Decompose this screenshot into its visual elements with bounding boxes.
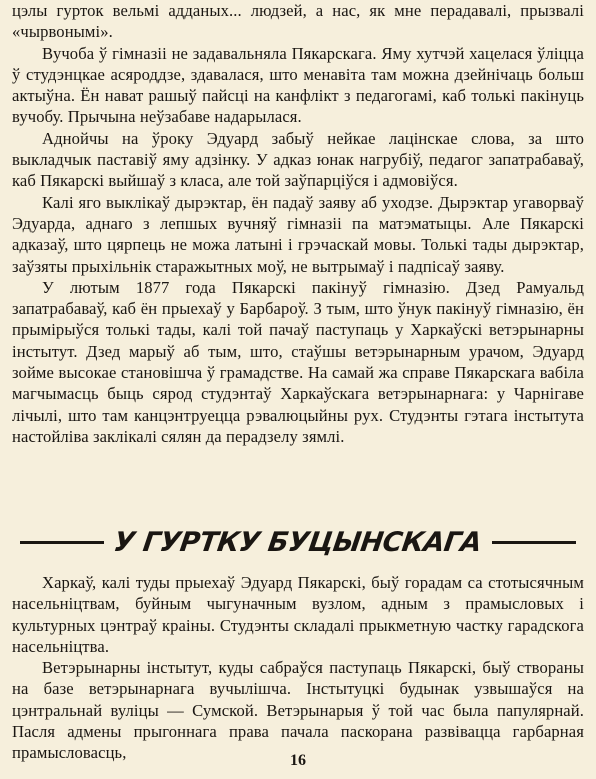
paragraph: цэлы гурток вельмі адданых... людзей, а нас, як мне перадавалі, прызвалі «чырвонымі». [12,1,584,42]
section-heading-row [20,524,576,560]
section-heading: У ГУРТКУ БУЦЫНСКАГА [112,526,484,558]
heading-rule-left [20,541,104,544]
paragraph: Ветэрынарны інстытут, куды сабраўся паступаць Пякарскі, быў створаны на базе ветэрынарнага вучылішча. Інстытуцкі будынак узвышаўся на цэнтральнай вуліцы — Сумской. Ветэрынарыя ў той час была папулярнай. Пасля адмены прыгоннага права пачала паскорана развівацца гарбарная прамысловасць, [12,658,584,763]
paragraph: Вучоба ў гімназіі не задавальняла Пякарскага. Яму хутчэй хацелася ўліцца ў студэнцкае асяроддзе, здавалася, што менавіта там можна дзейнічаць больш актыўна. Ён нават рашыў пайсці на канфлікт з педагогамі, каб толькі пакінуць вучобу. Прычына неўзабаве надарылася. [12,43,584,127]
page-number: 16 [290,752,306,769]
paragraph: Аднойчы на ўроку Эдуард забыў нейкае лацінскае слова, за што выкладчык паставіў яму адзінку. У адказ юнак нагрубіў, педагог запатрабаваў, каб Пякарскі выйшаў з класа, але той заўпарціўся і адмовіўся. [12,128,584,191]
top-text-block [12,0,584,447]
heading-rule-right [492,541,576,544]
bottom-text-block [12,572,584,764]
paragraph: У лютым 1877 года Пякарскі пакінуў гімназію. Дзед Рамуальд запатрабаваў, каб ён прыехаў у Барбароў. З тым, што ўнук пакінуў гімназію, ён прымірыўся толькі тады, калі той пачаў паступаць у Харкаўскі ветэрынарны інстытут. Дзед марыў аб тым, што, стаўшы ветэрынарным урачом, Эдуард зойме высокае становішча ў грамадстве. На самай жа справе Пякарскага вабіла магчымасць быць сярод студэнтаў Харкаўскага ветэрынарнага: у Чарнігаве лічылі, што там канцэнтруецца рэвалюцыйны рух. Студэнты гэтага інстытута настойліва заклікалі сялян да перадзелу зямлі. [12,277,584,446]
paragraph: Калі яго выклікаў дырэктар, ён падаў заяву аб уходзе. Дырэктар угаворваў Эдуарда, аднаго з лепшых вучняў гімназіі па матэматыцы. Але Пякарскі адказаў, што цярпець не можа латыні і грэчаскай мовы. Толькі тады дырэктар, заўзяты прыхільнік старажытных моў, не вытрымаў і падпісаў заяву. [12,192,584,276]
paragraph: Харкаў, калі туды прыехаў Эдуард Пякарскі, быў горадам са стотысячным насельніцтвам, буйным чыгуначным вузлом, адным з прамысловых і культурных цэнтраў краіны. Студэнты складалі прыкметную частку гарадскога насельніцтва. [12,573,584,656]
